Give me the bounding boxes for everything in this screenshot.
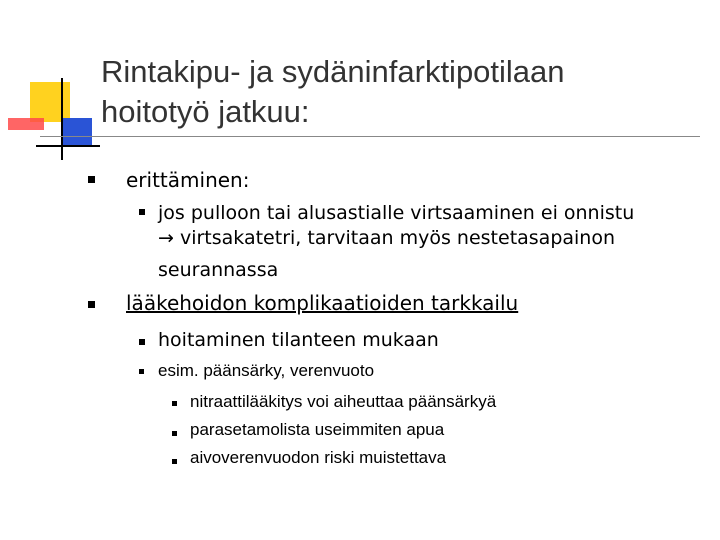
list-item-sub-line-3: seurannassa [158,259,279,281]
list-item-sub-line-1: jos pulloon tai alusastialle virtsaaminen ei onnistu [158,202,635,224]
decorative-logo [0,0,100,170]
title-line-2: hoitotyö jatkuu: [101,94,310,129]
list-item-sub-line-2 [158,226,615,250]
logo-red-bar [8,118,44,130]
list-item-laakehoidon: lääkehoidon komplikaatioiden tarkkailu [126,291,519,315]
list-item-aivoverenvuoto: aivoverenvuodon riski muistettava [190,448,447,467]
arrow-icon: → [158,227,174,249]
bullet-icon [88,176,95,183]
list-item-esim: esim. päänsärky, verenvuoto [158,361,375,380]
list-item-nitraatti: nitraattilääkitys voi aiheuttaa päänsärkyä [190,392,497,411]
bullet-icon [172,431,177,436]
list-item-sub-line-2-text: virtsakatetri, tarvitaan myös nestetasapainon [179,227,616,249]
title-divider [40,136,700,137]
bullet-icon [172,459,177,464]
title-line-1: Rintakipu- ja sydäninfarktipotilaan [101,54,565,89]
list-item-erittaminen: erittäminen: [126,168,250,192]
bullet-icon [88,301,95,308]
bullet-icon [172,401,177,406]
list-item-parasetamoli: parasetamolista useimmiten apua [190,420,445,439]
logo-yellow-square [30,82,70,122]
bullet-icon [139,339,145,345]
slide-title [101,52,701,132]
bullet-icon [139,209,145,215]
logo-blue-square [62,118,92,146]
bullet-icon [139,369,144,374]
list-item-hoitaminen: hoitaminen tilanteen mukaan [158,329,439,351]
